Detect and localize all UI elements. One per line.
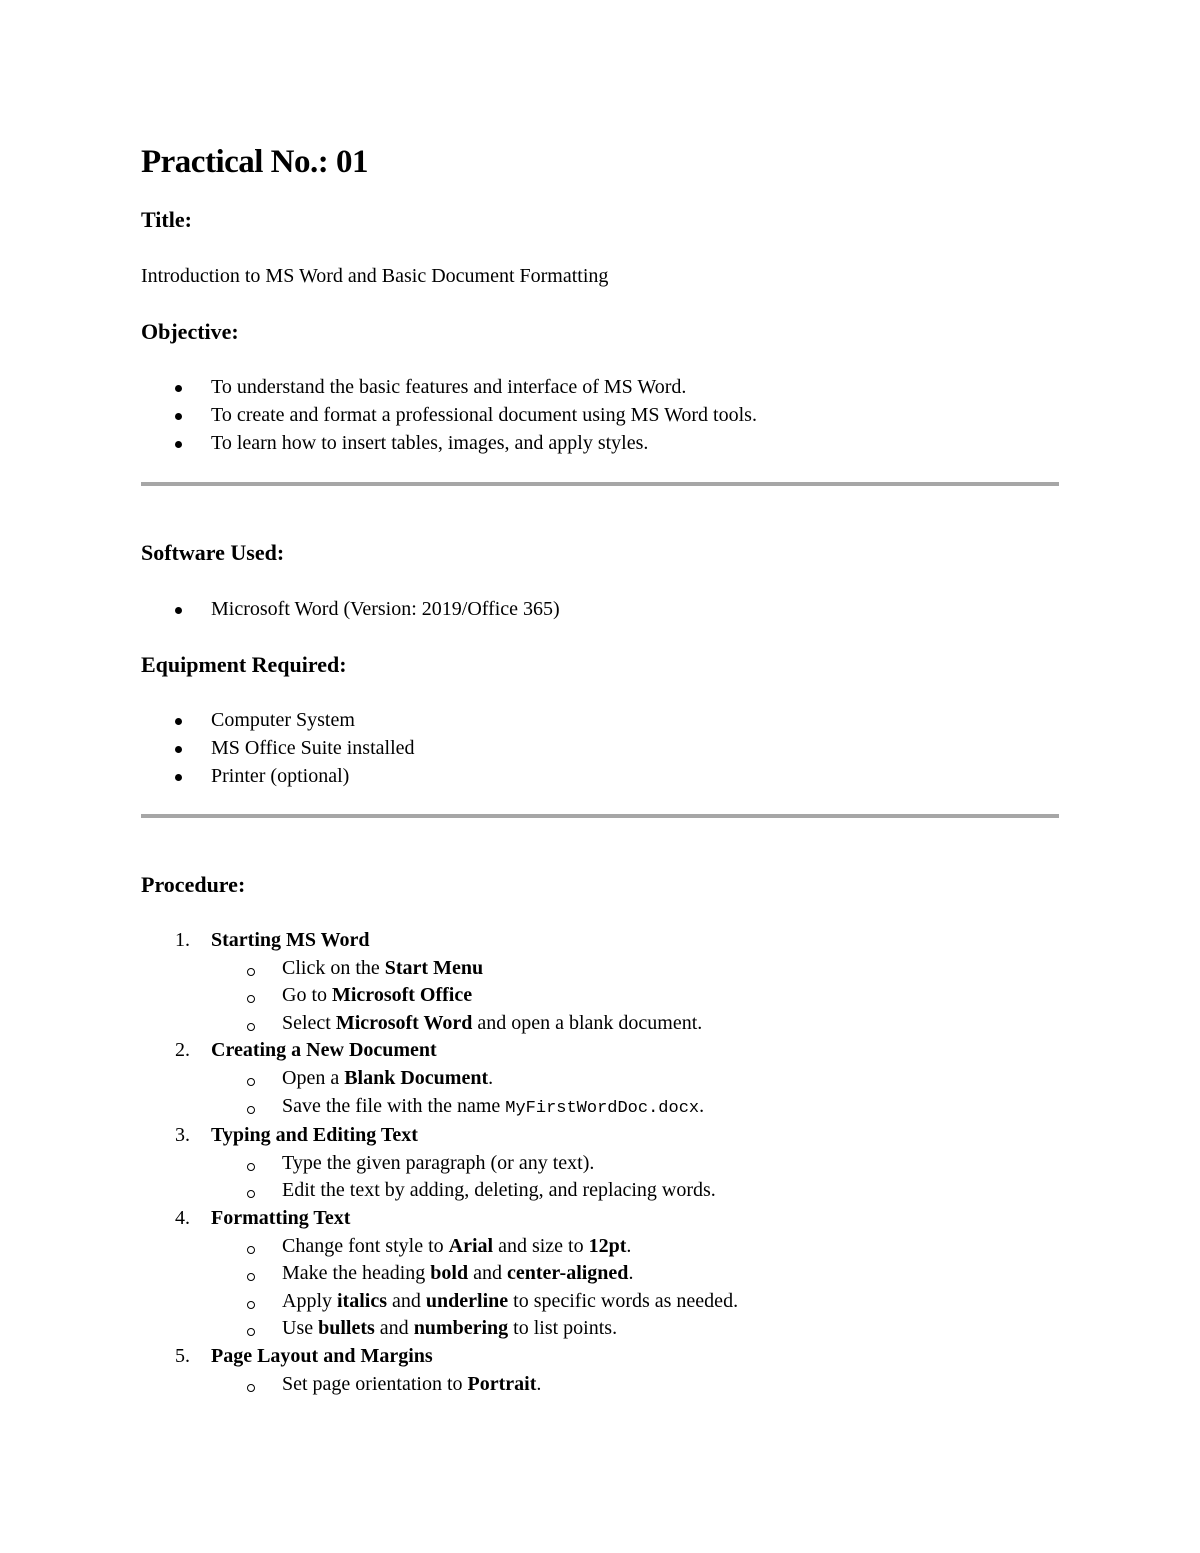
filename-code: MyFirstWordDoc.docx: [505, 1098, 700, 1118]
sub-item: Open a Blank Document.: [211, 1065, 1059, 1093]
sub-item: Make the heading bold and center-aligned.: [211, 1260, 1059, 1288]
circle-bullet-icon: [247, 1023, 255, 1031]
equipment-list: [141, 706, 1059, 790]
sub-list: [211, 1371, 1059, 1399]
bullet-icon: [175, 718, 182, 725]
sub-item: Apply italics and underline to specific words as needed.: [211, 1288, 1059, 1316]
sub-list: [211, 1065, 1059, 1122]
circle-bullet-icon: [247, 1163, 255, 1171]
sub-list: [211, 1150, 1059, 1205]
circle-bullet-icon: [247, 1106, 255, 1114]
title-text: Introduction to MS Word and Basic Document Formatting: [141, 265, 609, 287]
list-item: Printer (optional): [141, 762, 1059, 790]
sub-item: Go to Microsoft Office: [211, 982, 1059, 1010]
sub-item: Use bullets and numbering to list points.: [211, 1315, 1059, 1343]
procedure-heading: Procedure:: [141, 872, 246, 897]
bullet-icon: [175, 413, 182, 420]
circle-bullet-icon: [247, 1273, 255, 1281]
circle-bullet-icon: [247, 1328, 255, 1336]
circle-bullet-icon: [247, 995, 255, 1003]
sub-list: [211, 955, 1059, 1038]
bullet-icon: [175, 607, 182, 614]
list-item: To understand the basic features and interface of MS Word.: [141, 373, 1059, 401]
sub-item: Click on the Start Menu: [211, 955, 1059, 983]
circle-bullet-icon: [247, 1301, 255, 1309]
sub-item: Type the given paragraph (or any text).: [211, 1150, 1059, 1178]
procedure-step-5: 5. Page Layout and Margins Set page orientation to Portrait.: [141, 1343, 1059, 1398]
circle-bullet-icon: [247, 1078, 255, 1086]
list-item: To learn how to insert tables, images, and apply styles.: [141, 429, 1059, 457]
circle-bullet-icon: [247, 1190, 255, 1198]
procedure-list: [141, 927, 1059, 1398]
sub-item: Change font style to Arial and size to 12pt.: [211, 1233, 1059, 1261]
sub-item: Select Microsoft Word and open a blank document.: [211, 1010, 1059, 1038]
sub-item: Save the file with the name MyFirstWordDoc.docx.: [211, 1093, 1059, 1123]
list-item: Computer System: [141, 706, 1059, 734]
procedure-step-1: 1. Starting MS Word Click on the Start Menu Go to Microsoft Office Select Microsoft Word and open a blank document.: [141, 927, 1059, 1037]
bullet-icon: [175, 385, 182, 392]
sub-item: Edit the text by adding, deleting, and replacing words.: [211, 1177, 1059, 1205]
equipment-heading: Equipment Required:: [141, 652, 347, 677]
bullet-icon: [175, 774, 182, 781]
software-list: [141, 595, 1059, 623]
sub-list: [211, 1233, 1059, 1343]
procedure-step-4: 4. Formatting Text Change font style to Arial and size to 12pt. Make the heading bold and center-aligned. Apply italics and underline to specific words as needed. Use bullets and numbering to list points.: [141, 1205, 1059, 1343]
sub-item: Set page orientation to Portrait.: [211, 1371, 1059, 1399]
circle-bullet-icon: [247, 968, 255, 976]
objective-list: [141, 373, 1059, 457]
document-page: [141, 140, 1059, 1398]
list-item: Microsoft Word (Version: 2019/Office 365): [141, 595, 1059, 623]
list-item: To create and format a professional document using MS Word tools.: [141, 401, 1059, 429]
software-heading: Software Used:: [141, 540, 285, 565]
circle-bullet-icon: [247, 1384, 255, 1392]
page-title: Practical No.: 01: [141, 144, 368, 180]
bullet-icon: [175, 746, 182, 753]
procedure-step-3: 3. Typing and Editing Text Type the given paragraph (or any text). Edit the text by adding, deleting, and replacing words.: [141, 1122, 1059, 1205]
list-item: MS Office Suite installed: [141, 734, 1059, 762]
objective-heading: Objective:: [141, 319, 239, 344]
bullet-icon: [175, 441, 182, 448]
procedure-step-2: 2. Creating a New Document Open a Blank Document. Save the file with the name MyFirstWordDoc.docx.: [141, 1037, 1059, 1122]
circle-bullet-icon: [247, 1246, 255, 1254]
title-heading: Title:: [141, 207, 192, 232]
